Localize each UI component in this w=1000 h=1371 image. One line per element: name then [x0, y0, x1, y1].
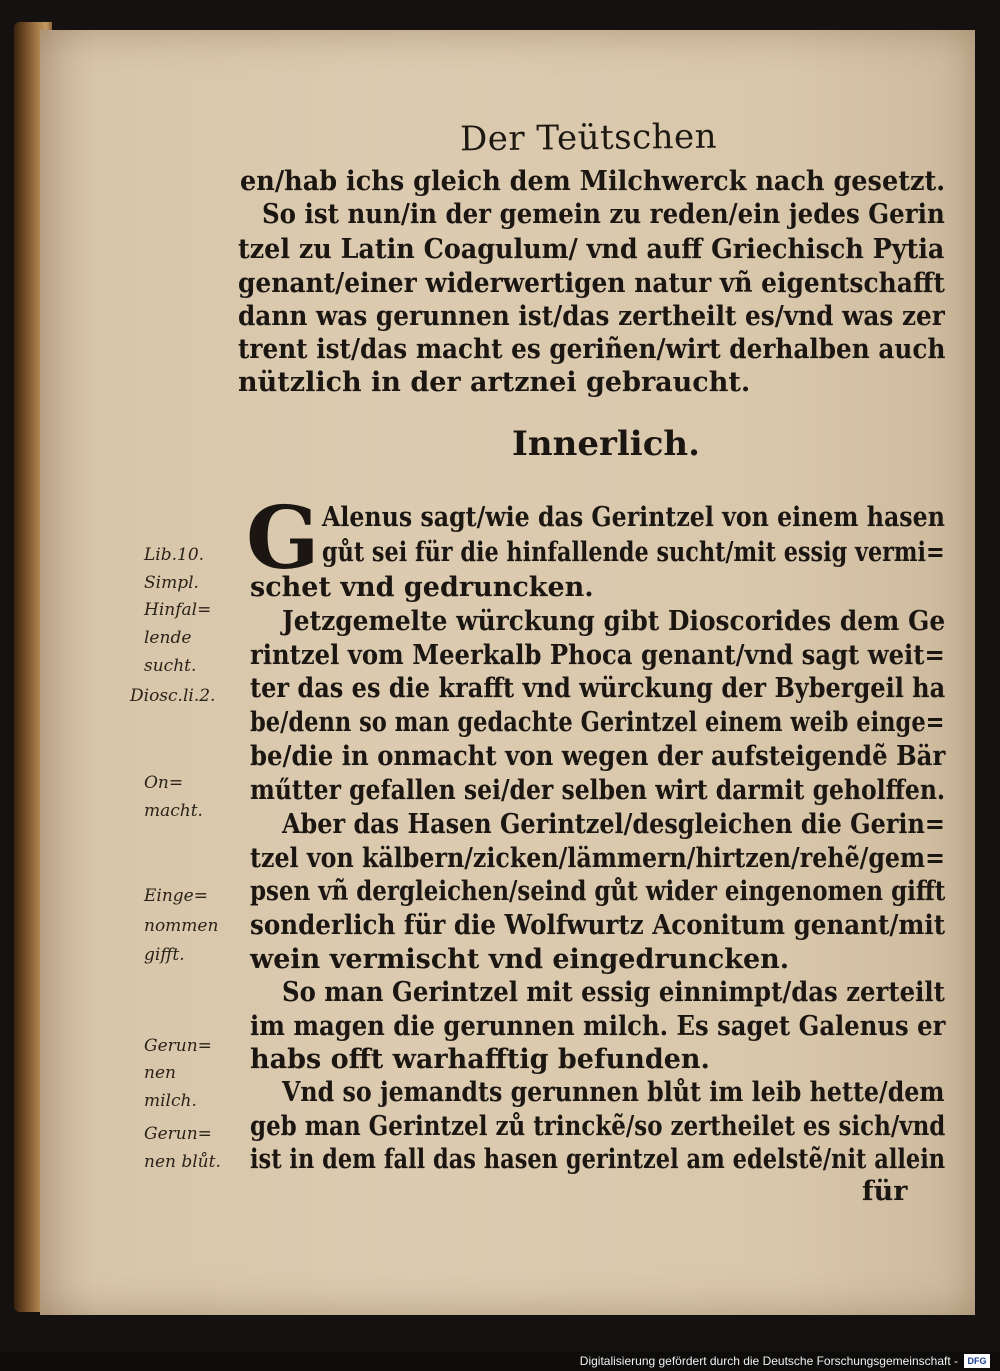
- margin-note: Hinfal=: [144, 600, 212, 620]
- text-line: tzel zu Latin Coagulum/ vnd auff Griechisch Pytia: [238, 234, 945, 265]
- margin-note: nen blůt.: [144, 1152, 221, 1172]
- margin-note: milch.: [144, 1091, 197, 1111]
- text-line: ter das es die krafft vnd würckung der Bybergeil ha: [250, 673, 946, 704]
- catchword: für: [862, 1176, 908, 1207]
- footer-credit: Digitalisierung gefördert durch die Deutsche Forschungsgemeinschaft -: [579, 1354, 958, 1368]
- text-line: műtter gefallen sei/der selben wirt darmit geholffen.: [250, 775, 946, 806]
- text-line: dann was gerunnen ist/das zertheilt es/vnd was zer: [238, 301, 945, 332]
- margin-note: Gerun=: [144, 1036, 212, 1056]
- text-line: tzel von kälbern/zicken/lämmern/hirtzen/rehẽ/gem=: [250, 843, 946, 874]
- margin-note: Lib.10.: [144, 545, 205, 565]
- drop-cap-initial: G: [246, 488, 320, 589]
- text-line: im magen die gerunnen milch. Es saget Galenus er: [250, 1011, 946, 1042]
- margin-note: Simpl.: [144, 573, 199, 593]
- text-line: ist in dem fall das hasen gerintzel am edelstẽ/nit allein: [250, 1144, 946, 1175]
- text-line: nützlich in der artznei gebraucht.: [238, 367, 751, 398]
- margin-note: Diosc.li.2.: [130, 686, 216, 706]
- text-line: Vnd so jemandts gerunnen blůt im leib hette/dem: [282, 1077, 945, 1108]
- text-line: psen vñ dergleichen/seind gůt wider eingenomen gifft: [250, 876, 946, 907]
- text-line: sonderlich für die Wolfwurtz Aconitum genant/mit: [250, 910, 946, 941]
- margin-note: nen: [144, 1063, 176, 1083]
- text-line: Alenus sagt/wie das Gerintzel von einem hasen: [322, 502, 945, 533]
- text-line: be/die in onmacht von wegen der aufsteigendẽ Bär: [250, 741, 946, 772]
- text-line: schet vnd gedruncken.: [250, 572, 594, 603]
- text-line: Jetzgemelte würckung gibt Dioscorides dem Ge: [282, 606, 946, 637]
- margin-note: On=: [144, 773, 184, 793]
- margin-note: nommen: [144, 916, 219, 936]
- margin-note: Gerun=: [144, 1124, 212, 1144]
- text-line: rintzel vom Meerkalb Phoca genant/vnd sagt weit=: [250, 640, 945, 671]
- margin-note: Einge=: [144, 886, 208, 906]
- margin-note: gifft.: [144, 945, 185, 965]
- digitization-footer: [0, 1352, 1000, 1371]
- text-line: wein vermischt vnd eingedruncken.: [250, 944, 790, 975]
- running-header: Der Teütschen: [459, 116, 718, 160]
- text-line: en/hab ichs gleich dem Milchwerck nach gesetzt.: [240, 166, 946, 197]
- margin-note: sucht.: [144, 656, 197, 676]
- margin-note: macht.: [144, 801, 203, 821]
- text-line: gůt sei für die hinfallende sucht/mit essig vermi=: [322, 537, 945, 568]
- text-line: habs offt warhafftig befunden.: [250, 1044, 710, 1075]
- text-line: geb man Gerintzel zů trinckẽ/so zertheilet es sich/vnd: [250, 1111, 946, 1142]
- text-line: So man Gerintzel mit essig einnimpt/das zerteilt: [282, 977, 945, 1008]
- text-line: Aber das Hasen Gerintzel/desgleichen die Gerin=: [282, 809, 945, 840]
- section-heading: Innerlich.: [512, 424, 700, 464]
- dfg-logo: DFG: [964, 1354, 990, 1368]
- margin-note: lende: [144, 628, 192, 648]
- text-line: be/denn so man gedachte Gerintzel einem weib einge=: [250, 707, 945, 738]
- text-line: trent ist/das macht es geriñen/wirt derhalben auch: [238, 334, 946, 365]
- text-line: genant/einer widerwertigen natur vñ eigentschafft: [238, 268, 945, 299]
- text-line: So ist nun/in der gemein zu reden/ein jedes Gerin: [262, 199, 945, 230]
